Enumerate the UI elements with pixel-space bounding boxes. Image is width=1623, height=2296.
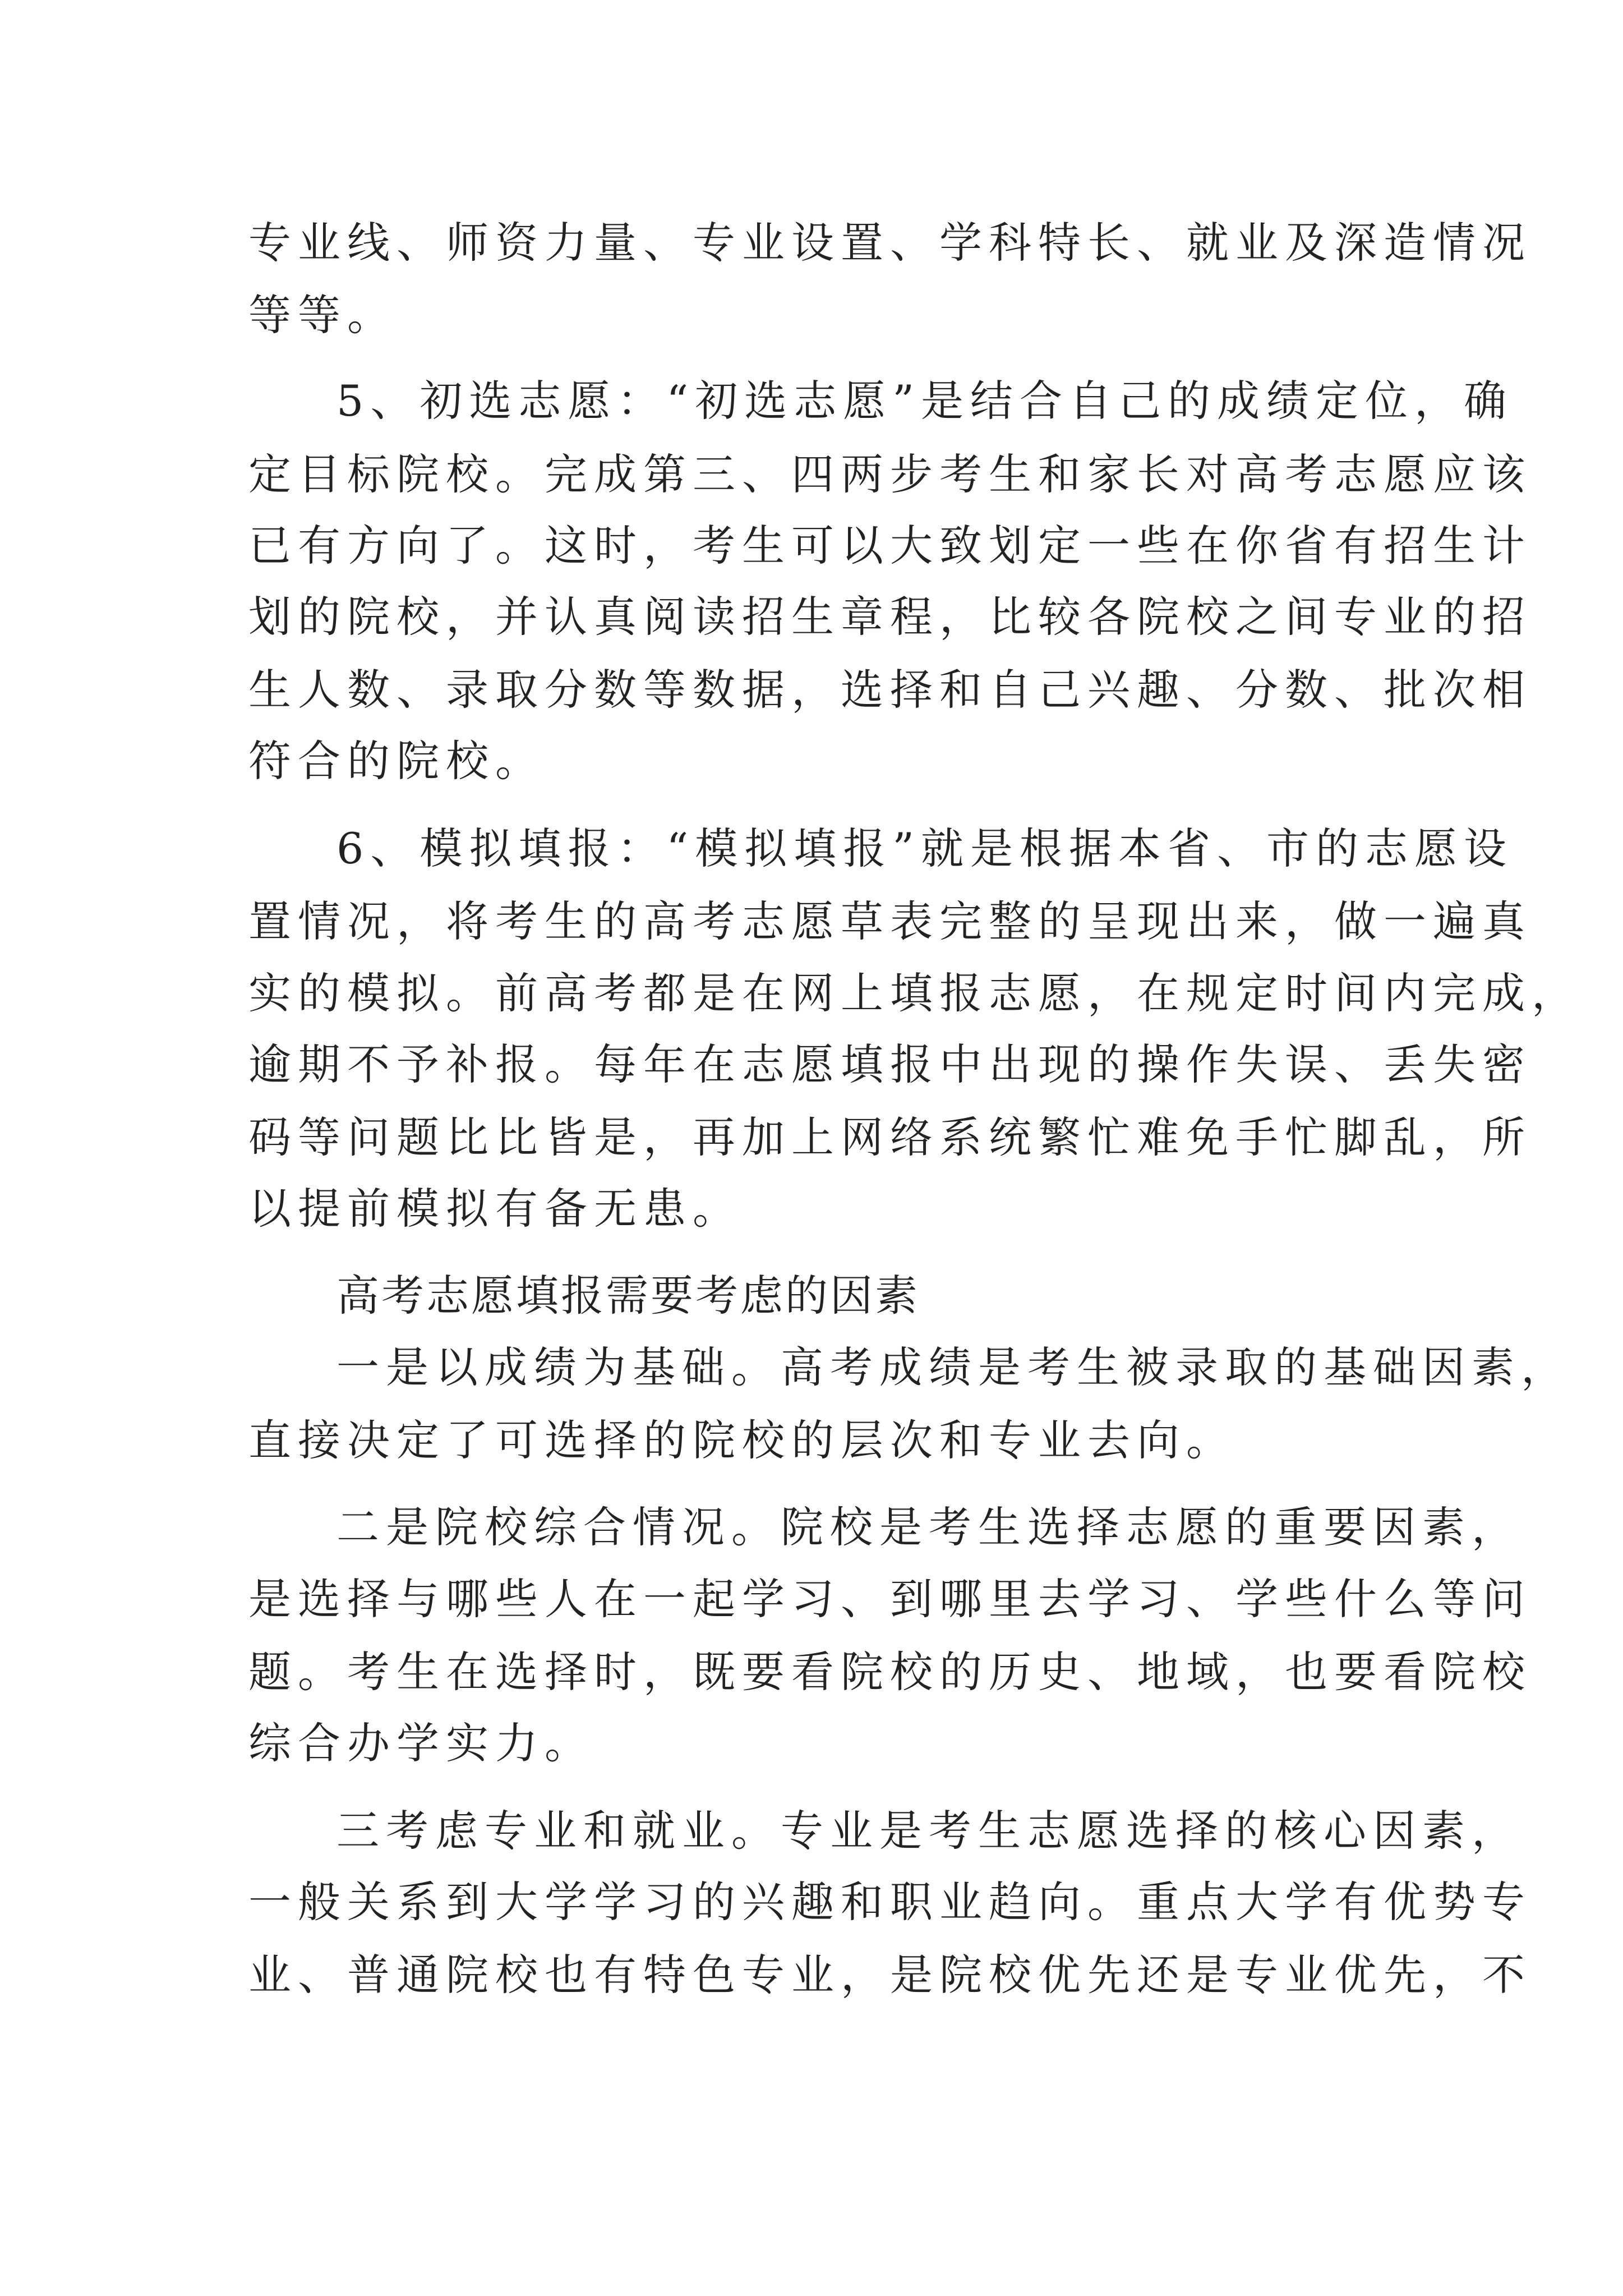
text-line: 以提前模拟有备无患。 <box>248 1184 742 1234</box>
text-line: 符合的院校。 <box>248 736 545 786</box>
text-line: 生人数、录取分数等数据，选择和自己兴趣、分数、批次相 <box>248 665 1532 715</box>
text-line: 三考虑专业和就业。专业是考生志愿选择的核心因素， <box>336 1806 1521 1856</box>
text-line: 6、模拟填报：“模拟填报”就是根据本省、市的志愿设 <box>336 823 1514 873</box>
text-line: 置情况，将考生的高考志愿草表完整的呈现出来，做一遍真 <box>248 896 1532 946</box>
text-line: 一是以成绩为基础。高考成绩是考生被录取的基础因素， <box>336 1342 1570 1392</box>
section-heading: 高考志愿填报需要考虑的因素 <box>336 1271 920 1320</box>
text-line: 二是院校综合情况。院校是考生选择志愿的重要因素， <box>336 1502 1521 1552</box>
text-line: 直接决定了可选择的院校的层次和专业去向。 <box>248 1415 1235 1465</box>
text-line: 划的院校，并认真阅读招生章程，比较各院校之间专业的招 <box>248 592 1532 642</box>
text-line: 综合办学实力。 <box>248 1718 594 1768</box>
text-line: 已有方向了。这时，考生可以大致划定一些在你省有招生计 <box>248 521 1532 570</box>
text-line: 等等。 <box>248 290 396 340</box>
text-line: 逾期不予补报。每年在志愿填报中出现的操作失误、丢失密 <box>248 1039 1532 1089</box>
text-line: 一般关系到大学学习的兴趣和职业趋向。重点大学有优势专 <box>248 1877 1532 1927</box>
text-line: 是选择与哪些人在一起学习、到哪里去学习、学些什么等问 <box>248 1574 1532 1624</box>
text-line: 5、初选志愿：“初选志愿”是结合自己的成绩定位，确 <box>336 376 1514 426</box>
text-line: 题。考生在选择时，既要看院校的历史、地域，也要看院校 <box>248 1647 1532 1697</box>
text-line: 定目标院校。完成第三、四两步考生和家长对高考志愿应该 <box>248 449 1532 499</box>
text-line: 实的模拟。前高考都是在网上填报志愿，在规定时间内完成， <box>248 968 1581 1018</box>
text-line: 码等问题比比皆是，再加上网络系统繁忙难免手忙脚乱，所 <box>248 1112 1532 1162</box>
text-line: 专业线、师资力量、专业设置、学科特长、就业及深造情况 <box>248 218 1532 268</box>
text-line: 业、普通院校也有特色专业，是院校优先还是专业优先，不 <box>248 1950 1532 2000</box>
